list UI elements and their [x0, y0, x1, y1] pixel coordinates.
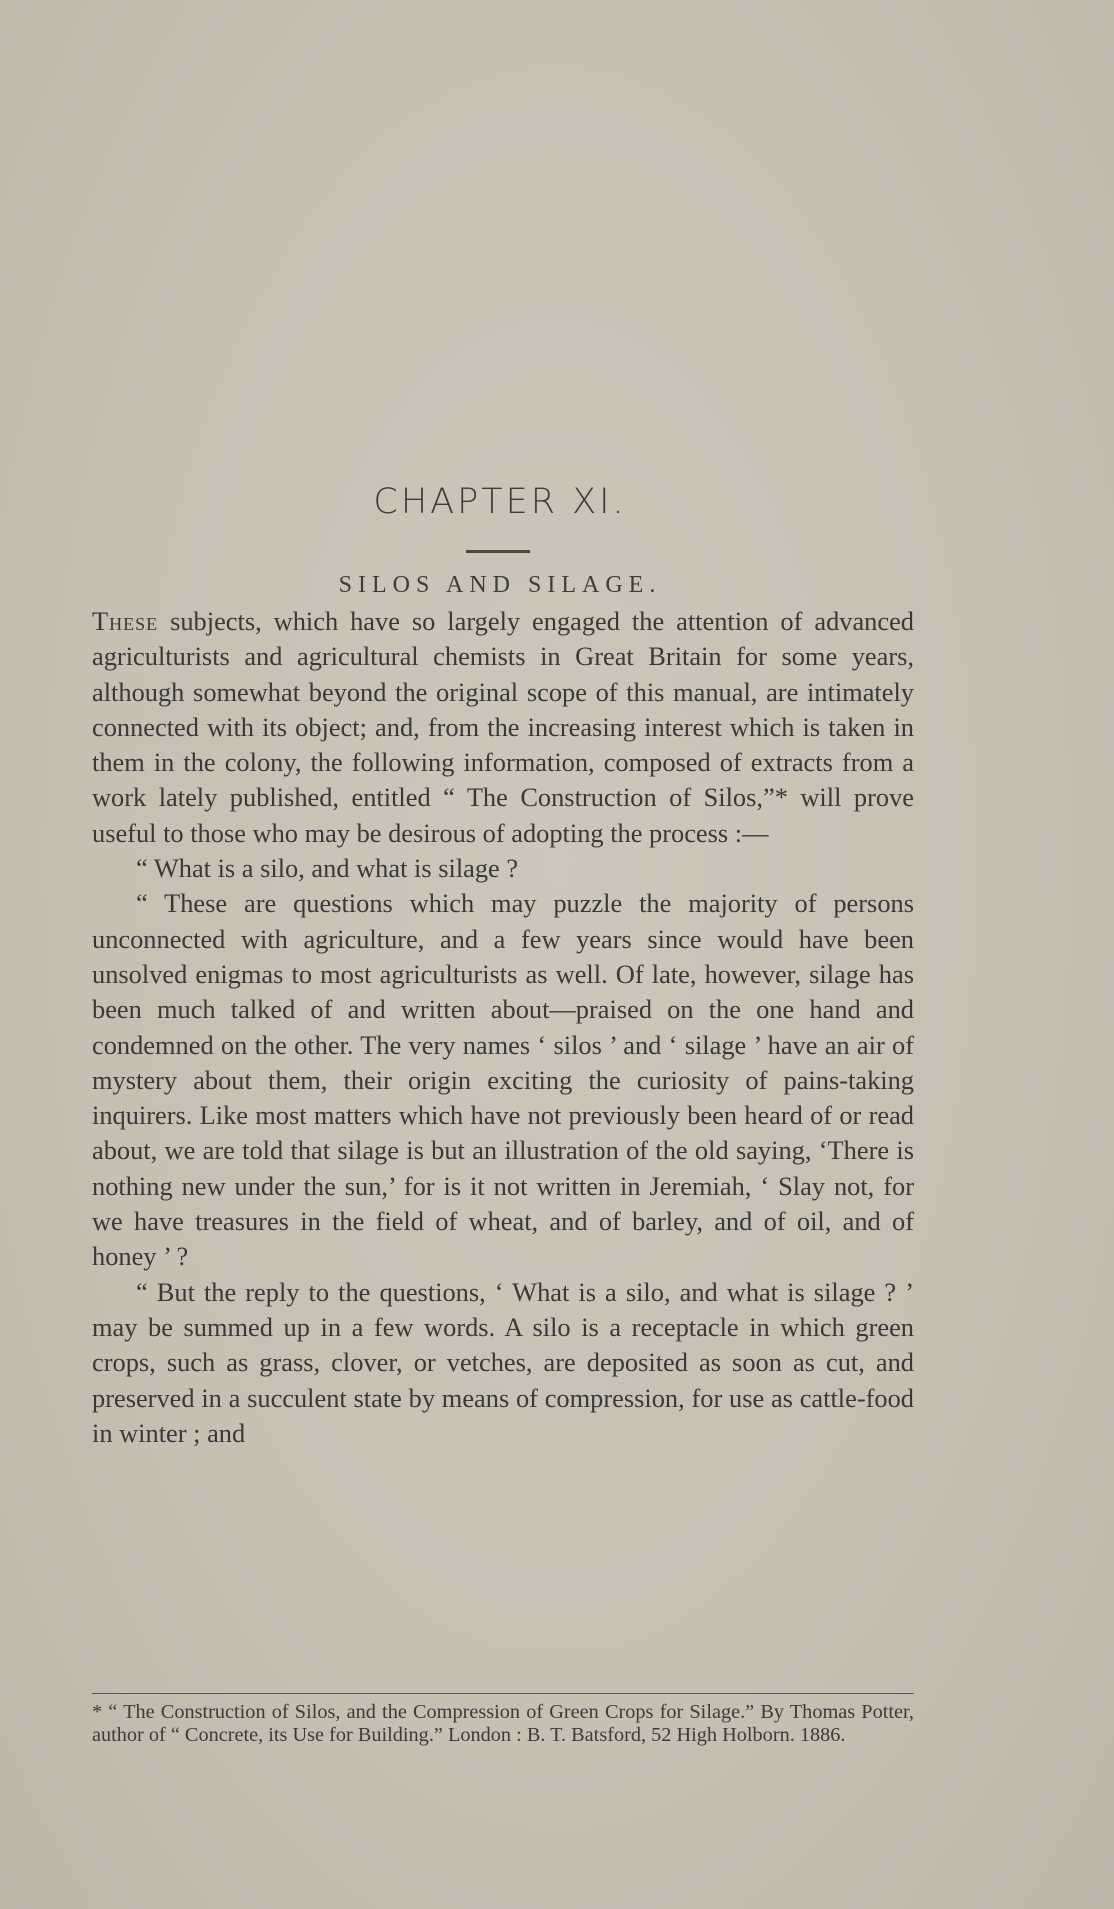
paragraph-1-text: subjects, which have so largely engaged the attention of advanced agriculturists and agricultural chemists in Great Britain for some years, although somewhat beyond the original scope of this manual, are intimately connected with its object; and, from the increasing interest which is taken in them in the colony, the following information, composed of extracts from a work lately published, entitled “ The Construction of Silos,”* will prove useful to those who may be desirous of adopting the process :— — [92, 606, 914, 848]
paragraph-1 — [92, 604, 914, 851]
section-title: SILOS AND SILAGE. — [338, 572, 662, 598]
paragraph-1-lead: These — [92, 606, 159, 636]
footnote: * “ The Construction of Silos, and the Compression of Green Crops for Silage.” By Thomas Potter, author of “ Concrete, its Use for Building.” London : B. T. Batsford, 52 High Holborn. 1886. — [92, 1701, 914, 1746]
title-rule — [466, 550, 530, 553]
body-text — [92, 604, 914, 1451]
paragraph-2: “ What is a silo, and what is silage ? — [136, 853, 519, 884]
paragraph-3: “ These are questions which may puzzle the majority of persons unconnected with agriculture, and a few years since would have been unsolved enigmas to most agriculturists as well. Of late, however, silage has been much talked of and written about—praised on the one hand and condemned on the other. The very names ‘ silos ’ and ‘ silage ’ have an air of mystery about them, their origin exciting the curiosity of pains-taking inquirers. Like most matters which have not previously been heard of or read about, we are told that silage is but an illustration of the old saying, ‘There is nothing new under the sun,’ for is it not written in Jeremiah, ‘ Slay not, for we have treasures in the field of wheat, and of barley, and of oil, and of honey ’ ? — [92, 888, 914, 1272]
paragraph-4: “ But the reply to the questions, ‘ What is a silo, and what is silage ? ’ may be summed up in a few words. A silo is a receptacle in which green crops, such as grass, clover, or vetches, are deposited as soon as cut, and preserved in a succulent state by means of compression, for use as cattle-food in winter ; and — [92, 1276, 914, 1448]
footnote-rule — [92, 1693, 914, 1694]
chapter-title: CHAPTER XI. — [373, 482, 627, 522]
